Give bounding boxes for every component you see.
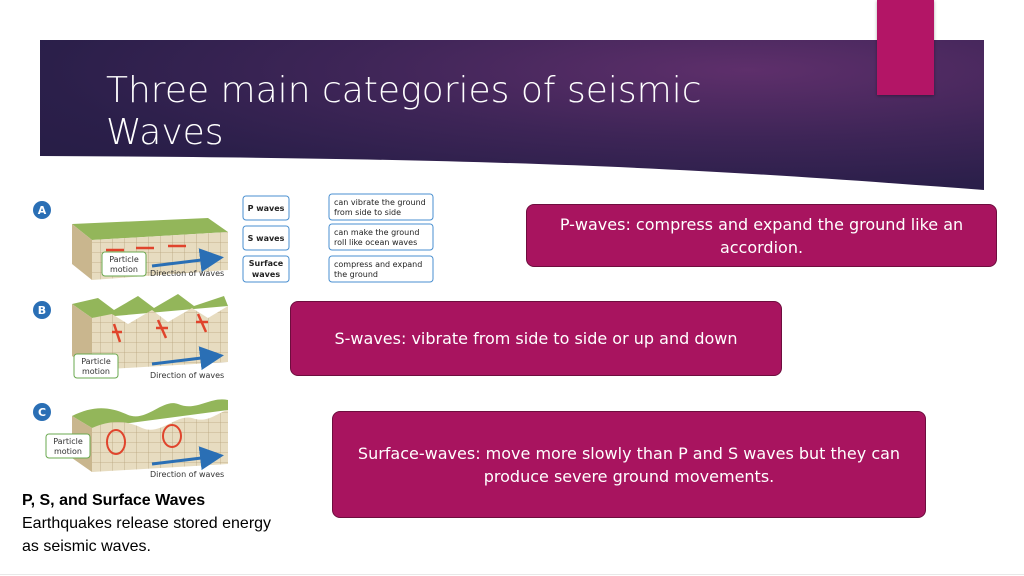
matching-table [243, 194, 433, 282]
panel-a-particle-label-1: Particle [109, 255, 139, 264]
panel-a-direction-label: Direction of waves [150, 269, 225, 278]
panel-a [33, 201, 228, 280]
match-right-3-line-1: compress and expand [334, 260, 423, 269]
panel-c-badge-letter: C [37, 406, 47, 419]
panel-a-badge-letter: A [37, 204, 47, 217]
p-waves-callout [526, 204, 997, 267]
slide-title-line-2: Waves [106, 112, 224, 153]
figure-caption [22, 489, 272, 558]
panel-c [33, 399, 228, 479]
figure-caption-body: Earthquakes release stored energy as seismic waves. [22, 515, 272, 555]
slide-title [106, 70, 806, 154]
s-waves-callout-text: S-waves: vibrate from side to side or up and down [334, 329, 738, 348]
panel-b-direction-label: Direction of waves [150, 371, 225, 380]
surface-waves-callout-text: Surface-waves: move more slowly than P and S waves but they can produce severe ground movements. [357, 443, 901, 486]
panel-c-particle-label-1: Particle [53, 437, 83, 446]
match-left-s-text: S waves [247, 234, 285, 243]
match-left-surface-line-2: waves [251, 270, 281, 279]
panel-b-badge-letter: B [37, 304, 47, 317]
panel-b-particle-label-1: Particle [81, 357, 111, 366]
seismic-waves-figure [28, 192, 448, 492]
p-waves-callout-text: P-waves: compress and expand the ground like an accordion. [559, 214, 964, 257]
match-left-surface-line-1: Surface [248, 259, 284, 268]
slide-title-line-1: Three main categories of seismic [106, 70, 702, 111]
slide-bottom-edge [0, 574, 1024, 575]
match-right-3-line-2: the ground [334, 270, 378, 279]
panel-c-particle-label-2: motion [53, 447, 83, 456]
match-right-1-line-2: from side to side [334, 208, 402, 217]
figure-caption-title: P, S, and Surface Waves [22, 492, 206, 509]
match-right-1-line-1: can vibrate the ground [334, 198, 426, 207]
match-right-2-line-2: roll like ocean waves [334, 238, 418, 247]
match-left-p-text: P waves [247, 204, 285, 213]
panel-b [33, 294, 228, 380]
match-right-2-line-1: can make the ground [334, 228, 420, 237]
accent-tab [877, 0, 934, 95]
panel-b-particle-label-2: motion [81, 367, 111, 376]
panel-c-direction-label: Direction of waves [150, 470, 225, 479]
panel-a-particle-label-2: motion [109, 265, 139, 274]
